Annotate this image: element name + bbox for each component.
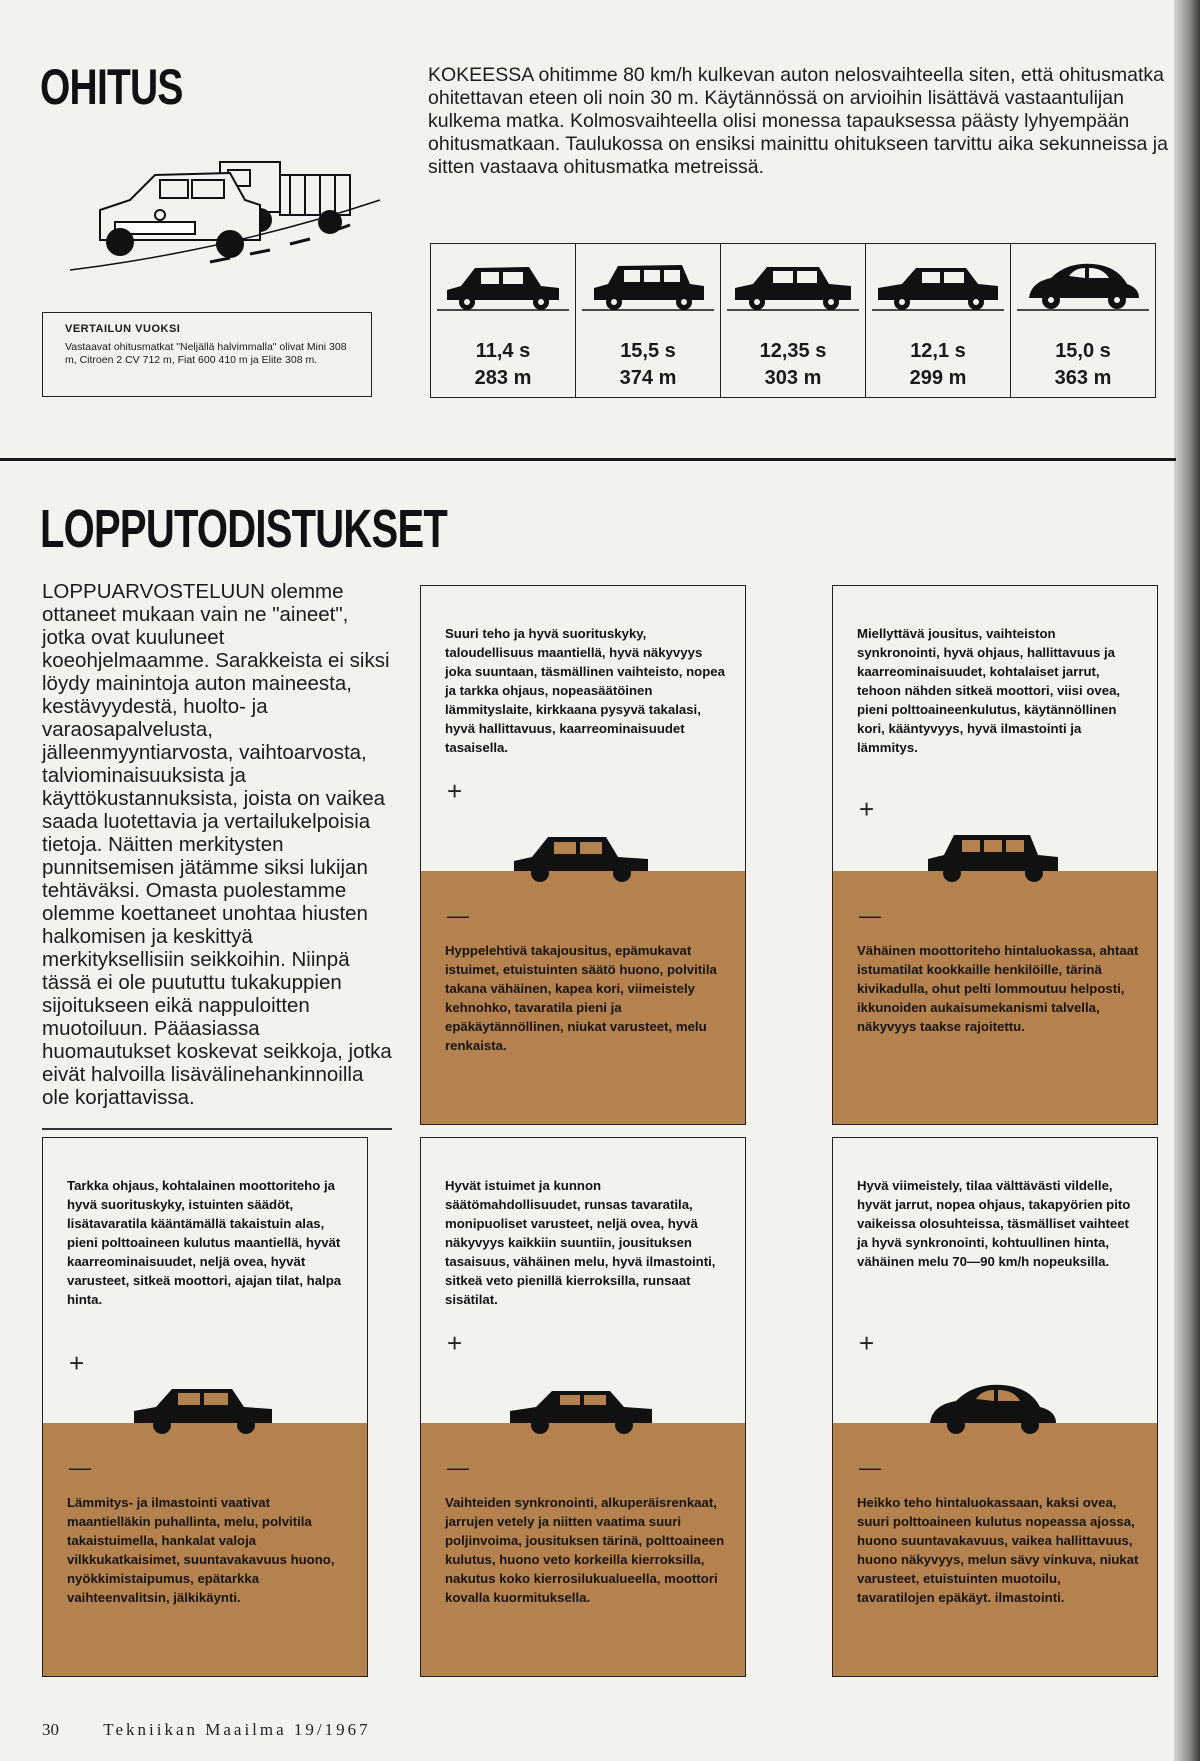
minus-sign: — (69, 1455, 91, 1480)
result-time: 15,5 s (620, 340, 676, 362)
car-beetle-icon (918, 1377, 1068, 1435)
page-binding-edge (1174, 0, 1200, 1761)
plus-sign: + (69, 1348, 85, 1378)
result-time: 12,1 s (910, 340, 966, 362)
section-title-lopputodistukset: LOPPUTODISTUKSET (40, 499, 448, 559)
verdict-card (832, 1137, 1158, 1677)
result-cell (1011, 244, 1155, 397)
result-cell (721, 244, 866, 397)
result-time: 15,0 s (1055, 340, 1111, 362)
plus-sign: + (447, 776, 463, 806)
lopputodistukset-body: LOPPUARVOSTELUUN olemme ottaneet mukaan vain ne "aineet", jotka ovat kuuluneet koeohjelmaamme. Sarakkeista ei siksi löydy mainintoja auton maineesta, kestävyydestä, huolto- ja varaosapalvelusta, jälleenmyyntiarvosta, vaihtoarvosta, talviominaisuuksista ja käyttökustannuksista, joista on vaikea saada luotettavia ja vertailukelpoisia tietoja. Näitten merkitysten punnitsemisen jätämme siksi lukijan tehtäväksi. Omasta puolestamme olemme koettaneet unohtaa hiusten halkomisen ja keskittyä merkityksellisiin seikkoihin. Niinpä tässä ei ole puututtu tukakuppien sijoitukseen eikä nappuloitten muotoiluun. Pääasiassa huomautukset koskevat seikkoja, jotka eivät halvoilla lisävälinehankinnoilla ole korjattavissa. (42, 580, 392, 1109)
car-hatchback-icon (582, 252, 714, 312)
verdict-negatives: Hyppelehtivä takajousitus, epämukavat istuimet, etuistuinten säätö huono, polvitila takana vähäinen, kapea kori, viimeistely kehnohko, tavaratila pieni ja epäkäytännöllinen, niukat varusteet, melu renkaista. (445, 943, 717, 1053)
result-distance: 374 m (619, 367, 677, 389)
verdict-negative-area (833, 871, 1157, 1125)
verdict-negative-area (43, 1423, 367, 1677)
minus-sign: — (447, 1455, 469, 1480)
column-rule (42, 1128, 392, 1130)
result-distance: 303 m (764, 367, 822, 389)
result-cell (431, 244, 576, 397)
verdict-positives: Suuri teho ja hyvä suorituskyky, taloudellisuus maantiellä, hyvä näkyvyys joka suuntaan, täsmällinen vaihteisto, nopea ja tarkka ohjaus, nopeasäätöinen lämmityslaite, kirkkaana pysyvä takalasi, hyvä hallittavuus, kaarreominaisuudet tasaisella. (445, 626, 725, 755)
verdict-negatives: Vaihteiden synkronointi, alkuperäisrenkaat, jarrujen vetely ja niitten vaatima suuri poljinvoima, jousituksen tärinä, polttoaineen kulutus, huono veto korkeilla kierroksilla, nakutus koko kierrosilukualueella, moottori kovalla kuormituksella. (445, 1495, 725, 1605)
verdict-positives: Hyvät istuimet ja kunnon säätömahdollisuudet, runsas tavaratila, monipuoliset varusteet, neljä ovea, hyvä näkyvyys kaikkiin suuntiin, jousituksen tasaisuus, vähäinen melu, hyvä ilmastointi, sitkeä veto pienillä kierroksilla, runsaat sisätilat. (445, 1178, 716, 1307)
plus-sign: + (447, 1328, 463, 1358)
magazine-issue: Tekniikan Maailma 19/1967 (103, 1720, 371, 1739)
verdict-negatives: Lämmitys- ja ilmastointi vaativat maantielläkin puhallinta, melu, polvitila takaistuimella, hankalat valoja vilkkukatkaisimet, suuntavakavuus huono, nyökkimistaipumus, epätarkka vaihteenvalitsin, jälkikäynti. (67, 1495, 335, 1605)
page-number: 30 (42, 1720, 59, 1739)
verdict-card (832, 585, 1158, 1125)
result-cell (866, 244, 1011, 397)
car-sedan-icon (727, 252, 859, 312)
plus-sign: + (859, 1328, 875, 1358)
overtaking-illustration (60, 140, 400, 290)
page-footer (42, 1720, 371, 1740)
section-title-ohitus: OHITUS (40, 59, 183, 115)
verdict-negatives: Vähäinen moottoriteho hintaluokassa, ahtaat istumatilat kookkaille henkilöille, tärinä kivikadulla, ohut pelti lommoutuu helposti, ikkunoiden aukaisumekanismi talvella, näkyvyys taakse rajoitettu. (857, 943, 1139, 1034)
result-distance: 299 m (909, 367, 967, 389)
minus-sign: — (859, 1455, 881, 1480)
car-sedan-icon (506, 825, 656, 883)
car-sedan-icon (872, 252, 1004, 312)
car-hatchback-icon (918, 825, 1068, 883)
verdict-negative-area (421, 1423, 745, 1677)
minus-sign: — (859, 903, 881, 928)
result-distance: 363 m (1054, 367, 1112, 389)
result-cell (576, 244, 721, 397)
overtaking-results-table (430, 243, 1156, 398)
verdict-card (420, 585, 746, 1125)
verdict-card (42, 1137, 368, 1677)
minus-sign: — (447, 903, 469, 928)
verdict-positives: Miellyttävä jousitus, vaihteiston synkronointi, hyvä ohjaus, hallittavuus ja kaarreominaisuudet, kohtalaiset jarrut, tehoon nähden sitkeä moottori, viisi ovea, pieni polttoaineenkulutus, käytännöllinen kori, kääntyvyys, hyvä ilmastointi ja lämmitys. (857, 626, 1121, 755)
comparison-note (42, 312, 372, 397)
verdict-negative-area (421, 871, 745, 1125)
ohitus-intro: KOKEESSA ohitimme 80 km/h kulkevan auton nelosvaihteella siten, että ohitusmatka ohitettavan eteen oli noin 30 m. Käytännössä on arvioihin lisättävä vastaantulijan kulkema matka. Kolmosvaihteella olisi monessa tapauksessa päästy lyhyempään ohitusmatkaan. Taulukossa on ensiksi mainittu ohitukseen tarvittu aika sekunneissa ja sitten vastaava ohitusmatka metreissä. (428, 64, 1168, 178)
verdict-positives: Tarkka ohjaus, kohtalainen moottoriteho ja hyvä suorituskyky, istuinten säädöt, lisätavaratila kääntämällä takaistuin alas, pieni polttoaineen kulutus maantiellä, hyvät kaarreominaisuudet, neljä ovea, hyvät varusteet, sitkeä moottori, ajajan tilat, halpa hinta. (67, 1178, 342, 1307)
plus-sign: + (859, 794, 875, 824)
result-distance: 283 m (474, 367, 532, 389)
result-time: 11,4 s (475, 340, 531, 362)
verdict-negatives: Heikko teho hintaluokassaan, kaksi ovea, suuri polttoaineen kulutus nopeassa ajossa, huono suuntavakavuus, vaikea hallittavuus, huono näkyvyys, melun sävy vinkuva, niukat varusteet, etuistuinten muotoilu, tavaratilojen epäkäyt. ilmastointi. (857, 1495, 1139, 1605)
verdict-negative-area (833, 1423, 1157, 1677)
verdict-card (420, 1137, 746, 1677)
comparison-note-body: Vastaavat ohitusmatkat "Neljällä halvimmalla" olivat Mini 308 m, Citroen 2 CV 712 m, Fiat 600 410 m ja Elite 308 m. (65, 341, 347, 366)
car-sedan-icon (128, 1377, 278, 1435)
verdict-positives: Hyvä viimeistely, tilaa välttävästi vildelle, hyvät jarrut, nopea ohjaus, takapyörien pito vaikeissa olosuhteissa, täsmälliset vaihteet ja hyvä synkronointi, kohtuullinen hinta, vähäinen melu 70—90 km/h nopeuksilla. (857, 1178, 1131, 1269)
car-sedan-icon (506, 1377, 656, 1435)
car-sedan-icon (437, 252, 569, 312)
result-time: 12,35 s (759, 340, 827, 362)
section-divider (0, 458, 1176, 461)
comparison-note-heading: VERTAILUN VUOKSI (65, 323, 181, 335)
car-beetle-icon (1017, 252, 1149, 312)
